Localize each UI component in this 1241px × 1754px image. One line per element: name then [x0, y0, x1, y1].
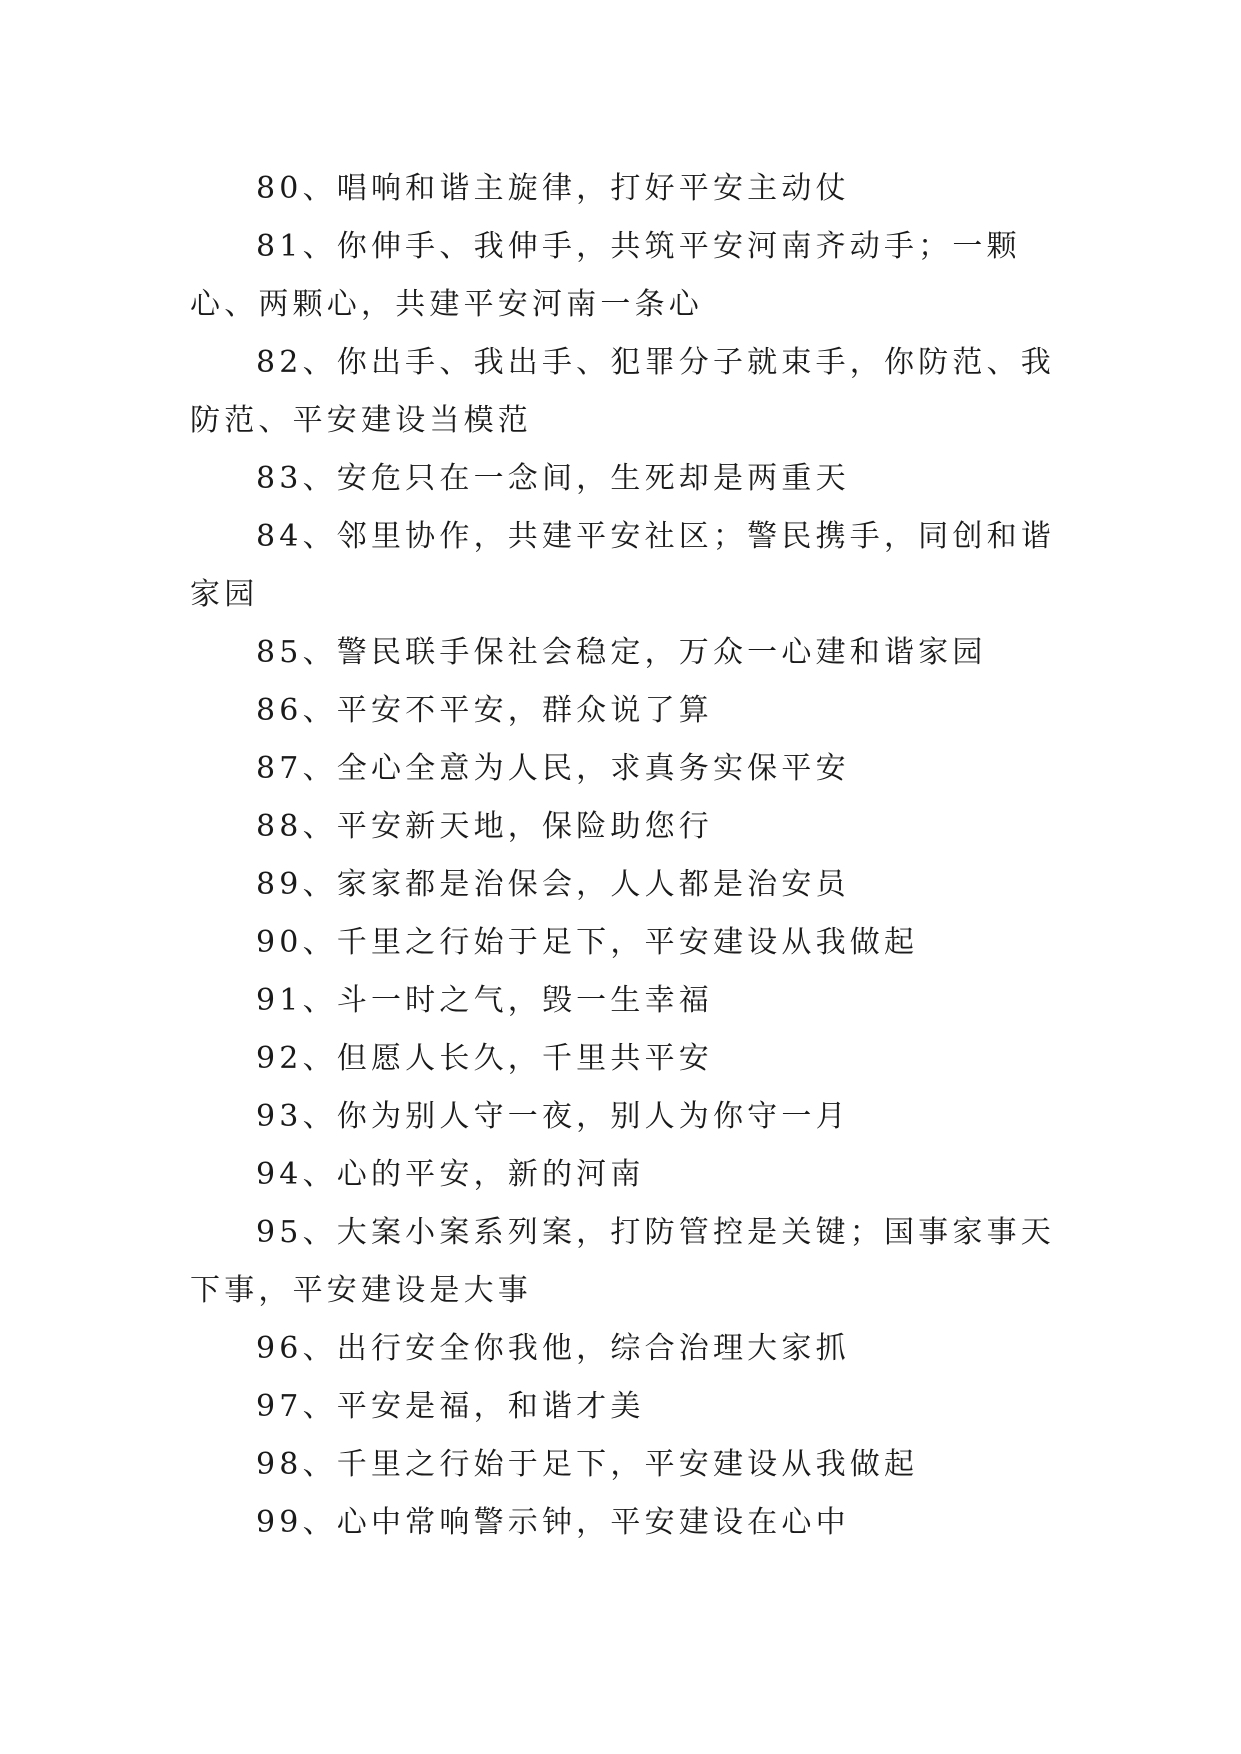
slogan-item: 80、唱响和谐主旋律，打好平安主动仗: [256, 171, 850, 206]
slogan-item: 90、千里之行始于足下，平安建设从我做起: [256, 925, 919, 960]
slogan-item: 97、平安是福，和谐才美: [256, 1389, 645, 1424]
slogan-item: 86、平安不平安，群众说了算: [256, 693, 713, 728]
slogan-item: 92、但愿人长久，千里共平安: [256, 1041, 713, 1076]
slogan-item: 82、你出手、我出手、犯罪分子就束手，你防范、我防范、平安建设当模范: [190, 345, 1055, 438]
slogan-item: 96、出行安全你我他，综合治理大家抓: [256, 1331, 850, 1366]
slogan-item: 84、邻里协作，共建平安社区；警民携手，同创和谐家园: [190, 519, 1055, 612]
slogan-item: 98、千里之行始于足下，平安建设从我做起: [256, 1447, 919, 1482]
slogan-item: 87、全心全意为人民，求真务实保平安: [256, 751, 850, 786]
slogan-item: 83、安危只在一念间，生死却是两重天: [256, 461, 850, 496]
slogan-item: 89、家家都是治保会，人人都是治安员: [256, 867, 850, 902]
slogan-item: 81、你伸手、我伸手，共筑平安河南齐动手；一颗心、两颗心，共建平安河南一条心: [190, 229, 1021, 322]
slogan-item: 93、你为别人守一夜，别人为你守一月: [256, 1099, 850, 1134]
slogan-item: 85、警民联手保社会稳定，万众一心建和谐家园: [256, 635, 987, 670]
slogan-list: [190, 160, 1070, 1552]
slogan-item: 99、心中常响警示钟，平安建设在心中: [256, 1505, 850, 1540]
slogan-item: 91、斗一时之气，毁一生幸福: [256, 983, 713, 1018]
slogan-item: 94、心的平安，新的河南: [256, 1157, 645, 1192]
slogan-item: 95、大案小案系列案，打防管控是关键；国事家事天下事，平安建设是大事: [190, 1215, 1055, 1308]
slogan-item: 88、平安新天地，保险助您行: [256, 809, 713, 844]
